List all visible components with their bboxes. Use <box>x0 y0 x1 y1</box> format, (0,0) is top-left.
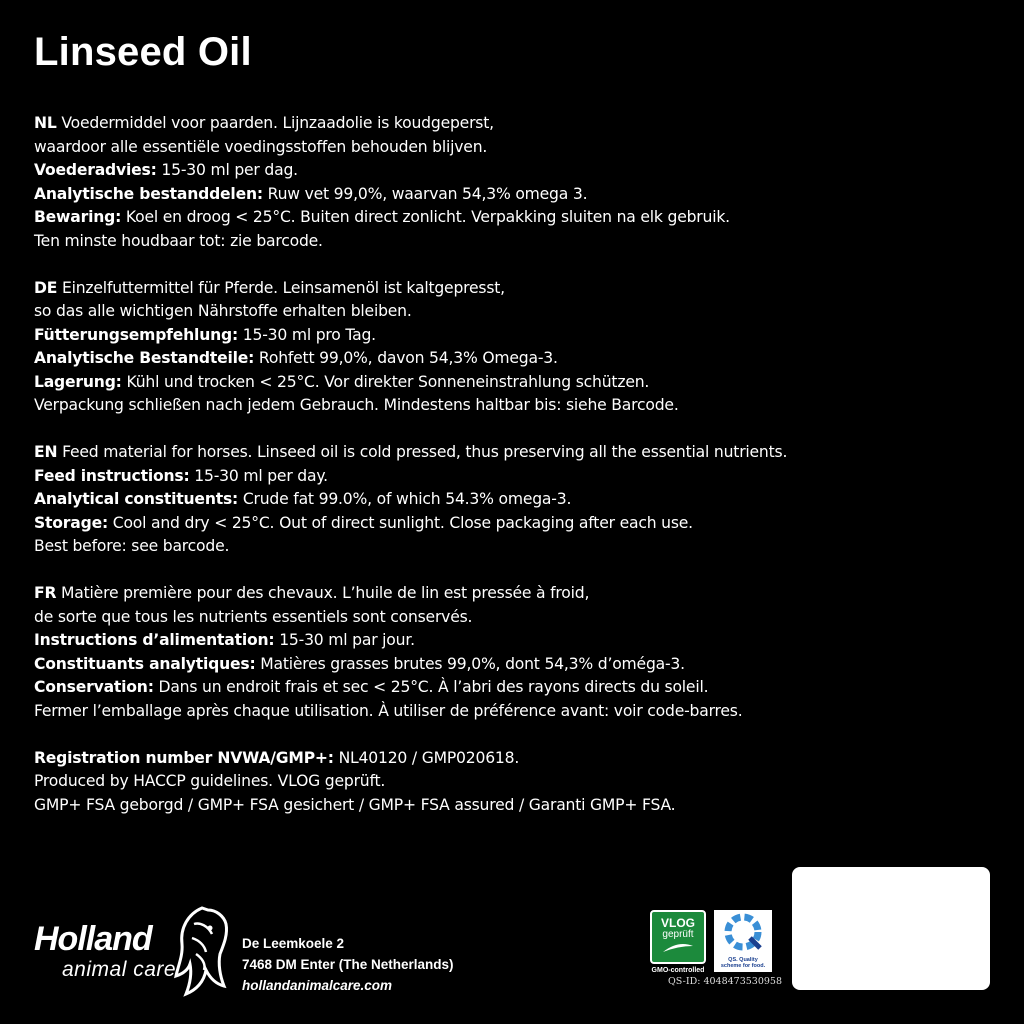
holland-animal-care-logo <box>34 904 234 999</box>
label-heading: Bewaring: <box>34 208 122 226</box>
label-heading: Fütterungsempfehlung: <box>34 325 238 344</box>
text-line <box>34 136 994 160</box>
label-text-run: waardoor alle essentiële voedingsstoffen behouden blijven. <box>34 137 488 156</box>
horse-head-icon <box>174 904 234 999</box>
logo-tagline: animal care <box>62 958 177 981</box>
section-block <box>34 277 994 418</box>
logo-wordmark: Holland <box>34 920 152 958</box>
label-text-run: Dans un endroit frais et sec < 25°C. À l’abri des rayons directs du soleil. <box>153 678 709 696</box>
label-text-run: Crude fat 99.0%, of which 54.3% omega-3. <box>238 490 572 508</box>
text-line <box>34 794 994 818</box>
address-street: De Leemkoele 2 <box>242 936 345 951</box>
text-line <box>34 629 994 653</box>
label-heading: NL <box>34 114 57 132</box>
section-block <box>34 441 994 559</box>
barcode-label-area <box>792 867 990 990</box>
label-heading: Constituants analytiques: <box>34 654 256 673</box>
address-city: 7468 DM Enter (The Netherlands) <box>242 957 454 972</box>
label-text-run: NL40120 / GMP020618. <box>333 748 520 767</box>
label-text-run: Matière première pour des chevaux. L’huile de lin est pressée à froid, <box>56 584 590 602</box>
label-text-run: 15-30 ml pro Tag. <box>238 325 376 344</box>
label-text-run: Einzelfuttermittel für Pferde. Leinsamenöl ist kaltgepresst, <box>57 278 505 297</box>
text-line <box>34 653 994 677</box>
section-block <box>34 582 994 723</box>
vlog-badge <box>650 910 706 974</box>
label-text-run: Verpackung schließen nach jedem Gebrauch. Mindestens haltbar bis: siehe Barcode. <box>34 396 679 414</box>
label-heading: Storage: <box>34 513 108 532</box>
label-text-run: Cool and dry < 25°C. Out of direct sunlight. Close packaging after each use. <box>108 513 693 532</box>
label-heading: Registration number NVWA/GMP+: <box>34 748 334 767</box>
label-heading: Voederadvies: <box>34 161 157 179</box>
text-line <box>34 488 994 512</box>
text-line <box>34 394 994 418</box>
text-line <box>34 112 994 136</box>
label-text-run: Ten minste houdbaar tot: zie barcode. <box>34 231 323 250</box>
section-block <box>34 112 994 253</box>
label-heading: Analytische bestanddelen: <box>34 184 263 203</box>
text-line <box>34 206 994 230</box>
qs-caption-line2: scheme for food. <box>720 963 766 969</box>
label-heading: EN <box>34 443 58 461</box>
label-text-run: Feed material for horses. Linseed oil is cold pressed, thus preserving all the essential nutrients. <box>57 443 788 461</box>
label-heading: Analytische Bestandteile: <box>34 349 255 367</box>
product-title: Linseed Oil <box>34 30 252 74</box>
leaf-icon <box>661 940 695 954</box>
label-text-run: Fermer l’emballage après chaque utilisation. À utiliser de préférence avant: voir code-barres. <box>34 701 743 720</box>
qs-logo-icon <box>714 912 772 954</box>
text-line <box>34 512 994 536</box>
label-text-run: Voedermiddel voor paarden. Lijnzaadolie is koudgeperst, <box>56 114 494 132</box>
label-text-run: GMP+ FSA geborgd / GMP+ FSA gesichert / GMP+ FSA assured / Garanti GMP+ FSA. <box>34 795 676 814</box>
label-text-run: so das alle wichtigen Nährstoffe erhalten bleiben. <box>34 302 412 320</box>
label-heading: Conservation: <box>34 678 154 696</box>
label-heading: Lagerung: <box>34 372 122 391</box>
qs-id: QS-ID: 4048473530958 <box>668 976 783 987</box>
label-text-run: Koel en droog < 25°C. Buiten direct zonlicht. Verpakking sluiten na elk gebruik. <box>121 208 730 226</box>
label-text-run: Rohfett 99,0%, davon 54,3% Omega-3. <box>254 349 558 367</box>
label-heading: Feed instructions: <box>34 466 190 485</box>
label-text-run: Matières grasses brutes 99,0%, dont 54,3% d’oméga-3. <box>255 654 685 673</box>
text-line <box>34 347 994 371</box>
website-link[interactable]: hollandanimalcare.com <box>242 978 393 993</box>
qs-badge <box>714 910 772 972</box>
label-text-run: de sorte que tous les nutrients essentiels sont conservés. <box>34 607 473 626</box>
label-text-run: 15-30 ml per dag. <box>156 161 298 179</box>
qs-caption <box>714 957 772 969</box>
text-line <box>34 606 994 630</box>
text-line <box>34 676 994 700</box>
text-line <box>34 324 994 348</box>
company-address <box>242 933 454 996</box>
text-line <box>34 159 994 183</box>
label-heading: Analytical constituents: <box>34 490 239 508</box>
text-line <box>34 277 994 301</box>
text-line <box>34 300 994 324</box>
text-line <box>34 183 994 207</box>
label-heading: DE <box>34 278 58 297</box>
vlog-title: VLOG <box>660 916 695 930</box>
text-line <box>34 230 994 254</box>
text-line <box>34 465 994 489</box>
text-line <box>34 700 994 724</box>
label-text-run: 15-30 ml per day. <box>189 466 328 485</box>
label-text-run: Best before: see barcode. <box>34 537 230 555</box>
text-line <box>34 371 994 395</box>
label-text-run: Kühl und trocken < 25°C. Vor direkter Sonneneinstrahlung schützen. <box>121 372 650 391</box>
label-heading: Instructions d’alimentation: <box>34 631 275 649</box>
text-line <box>34 770 994 794</box>
text-line <box>34 535 994 559</box>
label-text <box>34 112 994 841</box>
vlog-caption: GMO-controlled <box>651 967 705 974</box>
text-line <box>34 747 994 771</box>
vlog-subtitle: geprüft <box>662 929 694 940</box>
text-line <box>34 582 994 606</box>
qs-caption-line1: QS. Quality <box>728 957 758 963</box>
label-heading: FR <box>34 584 57 602</box>
section-block <box>34 747 994 818</box>
label-text-run: Produced by HACCP guidelines. VLOG geprüft. <box>34 772 386 790</box>
label-text-run: 15-30 ml par jour. <box>274 631 415 649</box>
text-line <box>34 441 994 465</box>
label-text-run: Ruw vet 99,0%, waarvan 54,3% omega 3. <box>262 184 588 203</box>
